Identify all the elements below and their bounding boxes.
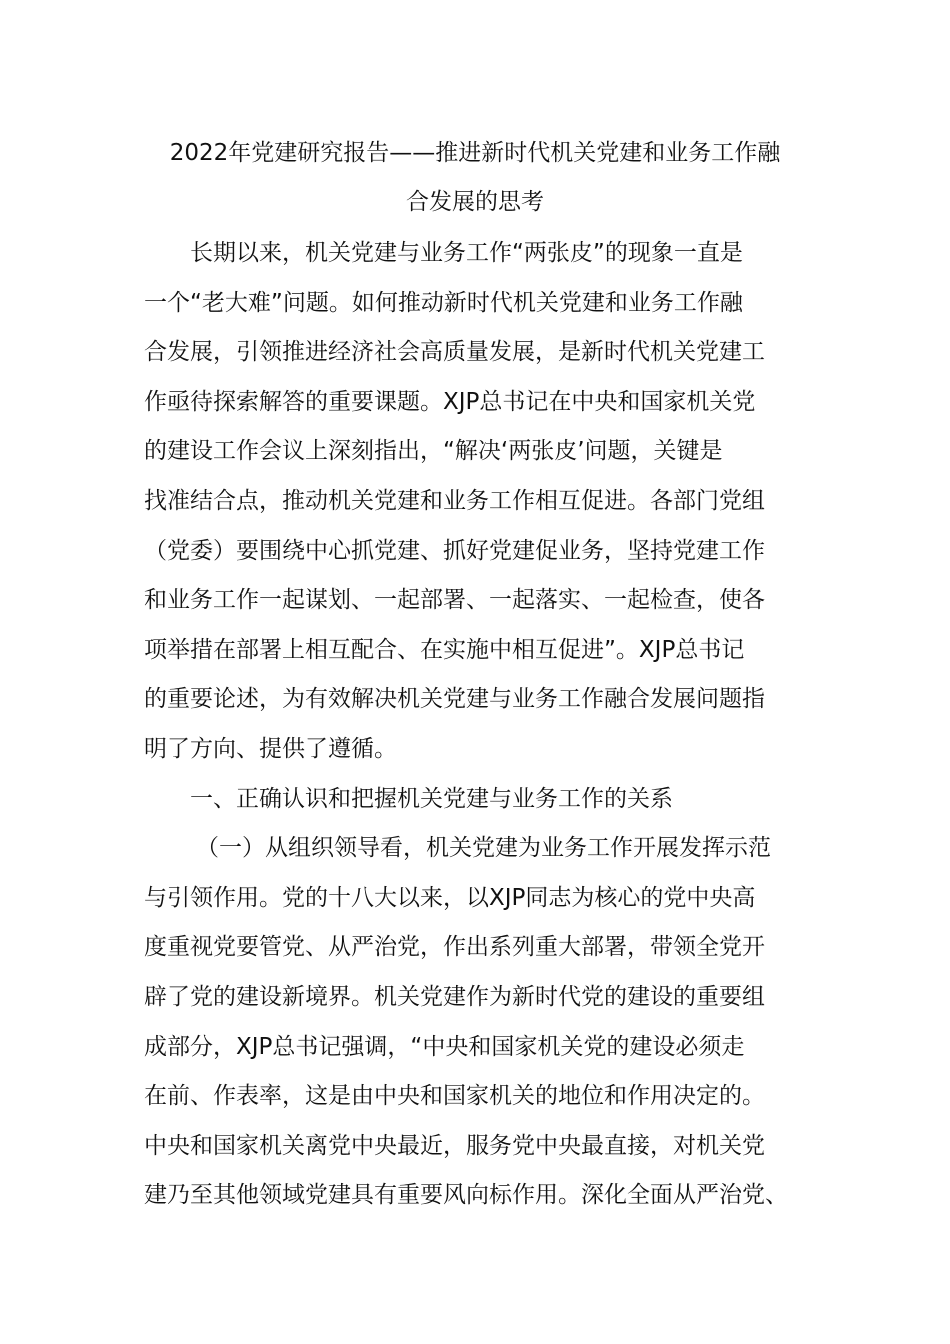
paragraph-line: 中央和国家机关离党中央最近，服务党中央最直接，对机关党 xyxy=(144,1132,765,1159)
paragraph-line: 成部分，XJP总书记强调，“中央和国家机关党的建设必须走 xyxy=(144,1033,745,1060)
paragraph-line: 的建设工作会议上深刻指出，“解决‘两张皮’问题，关键是 xyxy=(144,438,723,465)
paragraph-line: 长期以来，机关党建与业务工作“两张皮”的现象一直是 xyxy=(190,240,743,266)
paragraph-line: 明了方向、提供了遵循。 xyxy=(144,735,397,762)
paragraph-line: 合发展，引领推进经济社会高质量发展，是新时代机关党建工 xyxy=(144,339,765,366)
paragraph-line: 找准结合点，推动机关党建和业务工作相互促进。各部门党组 xyxy=(144,487,765,514)
paragraph-line: 的重要论述，为有效解决机关党建与业务工作融合发展问题指 xyxy=(144,686,765,713)
paragraph-line: 度重视党要管党、从严治党，作出系列重大部署，带领全党开 xyxy=(144,934,765,961)
section-heading: 一、正确认识和把握机关党建与业务工作的关系 xyxy=(190,785,673,812)
document-body xyxy=(144,229,808,1221)
document-title-line-1: 2022年党建研究报告——推进新时代机关党建和业务工作融 xyxy=(169,140,781,166)
paragraph-line: 辟了党的建设新境界。机关党建作为新时代党的建设的重要组 xyxy=(144,983,765,1010)
paragraph-line: 作亟待探索解答的重要课题。XJP总书记在中央和国家机关党 xyxy=(144,388,756,415)
paragraph-line: 建乃至其他领域党建具有重要风向标作用。深化全面从严治党、 xyxy=(144,1182,788,1209)
document-title-line-2: 合发展的思考 xyxy=(406,189,544,215)
paragraph-line: 一个“老大难”问题。如何推动新时代机关党建和业务工作融 xyxy=(144,289,743,316)
paragraph-line: 和业务工作一起谋划、一起部署、一起落实、一起检查，使各 xyxy=(144,587,765,614)
paragraph-line: （党委）要围绕中心抓党建、抓好党建促业务，坚持党建工作 xyxy=(144,537,765,564)
paragraph-line: 在前、作表率，这是由中央和国家机关的地位和作用决定的。 xyxy=(144,1083,765,1110)
paragraph-line: 与引领作用。党的十八大以来，以XJP同志为核心的党中央高 xyxy=(144,884,756,911)
paragraph-line: （一）从组织领导看，机关党建为业务工作开展发挥示范 xyxy=(196,835,771,862)
paragraph-line: 项举措在部署上相互配合、在实施中相互促进”。XJP总书记 xyxy=(144,636,745,663)
